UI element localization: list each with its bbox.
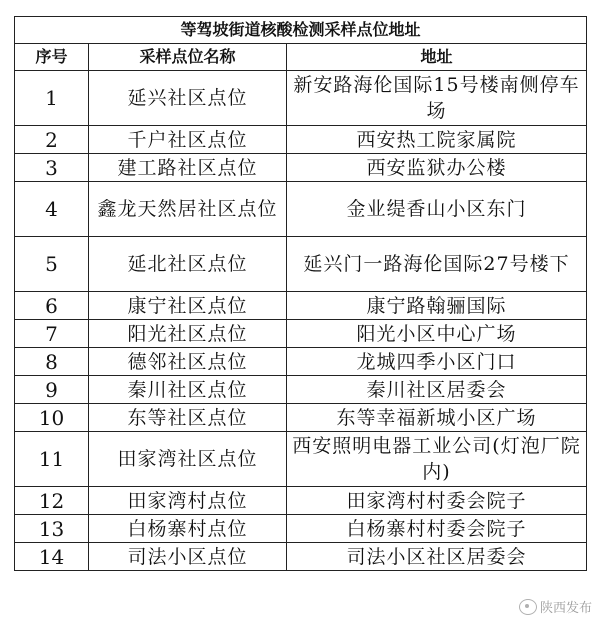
site-name: 延北社区点位	[89, 237, 287, 292]
site-name: 田家湾村点位	[89, 487, 287, 515]
row-number: 10	[15, 404, 89, 432]
site-name: 司法小区点位	[89, 543, 287, 571]
header-address: 地址	[287, 44, 587, 71]
sampling-sites-table	[14, 16, 587, 571]
site-address: 金业缇香山小区东门	[287, 182, 587, 237]
table-row	[15, 543, 587, 571]
table-row	[15, 154, 587, 182]
table-row	[15, 515, 587, 543]
table-row	[15, 404, 587, 432]
table-row	[15, 292, 587, 320]
table-row	[15, 71, 587, 126]
site-address: 西安热工院家属院	[287, 126, 587, 154]
site-address: 秦川社区居委会	[287, 376, 587, 404]
site-name: 德邻社区点位	[89, 348, 287, 376]
site-address: 康宁路翰骊国际	[287, 292, 587, 320]
table-row	[15, 487, 587, 515]
site-name: 康宁社区点位	[89, 292, 287, 320]
site-name: 秦川社区点位	[89, 376, 287, 404]
table-row	[15, 432, 587, 487]
site-name: 延兴社区点位	[89, 71, 287, 126]
row-number: 1	[15, 71, 89, 126]
row-number: 13	[15, 515, 89, 543]
row-number: 6	[15, 292, 89, 320]
table-title: 等驾坡街道核酸检测采样点位地址	[15, 17, 587, 44]
row-number: 2	[15, 126, 89, 154]
row-number: 11	[15, 432, 89, 487]
weibo-logo-icon	[519, 599, 537, 615]
site-address: 延兴门一路海伦国际27号楼下	[287, 237, 587, 292]
header-site-name: 采样点位名称	[89, 44, 287, 71]
site-address: 阳光小区中心广场	[287, 320, 587, 348]
table-row	[15, 348, 587, 376]
site-name: 阳光社区点位	[89, 320, 287, 348]
site-name: 东等社区点位	[89, 404, 287, 432]
site-address: 白杨寨村村委会院子	[287, 515, 587, 543]
row-number: 5	[15, 237, 89, 292]
site-address: 西安监狱办公楼	[287, 154, 587, 182]
table-row	[15, 376, 587, 404]
table-row	[15, 237, 587, 292]
site-name: 田家湾社区点位	[89, 432, 287, 487]
site-address: 东等幸福新城小区广场	[287, 404, 587, 432]
row-number: 7	[15, 320, 89, 348]
row-number: 9	[15, 376, 89, 404]
watermark	[519, 597, 592, 616]
site-name: 建工路社区点位	[89, 154, 287, 182]
site-name: 白杨寨村点位	[89, 515, 287, 543]
row-number: 12	[15, 487, 89, 515]
table-row	[15, 126, 587, 154]
site-address: 西安照明电器工业公司(灯泡厂院内)	[287, 432, 587, 487]
row-number: 4	[15, 182, 89, 237]
row-number: 3	[15, 154, 89, 182]
site-address: 龙城四季小区门口	[287, 348, 587, 376]
site-address: 新安路海伦国际15号楼南侧停车场	[287, 71, 587, 126]
site-address: 田家湾村村委会院子	[287, 487, 587, 515]
row-number: 8	[15, 348, 89, 376]
site-name: 千户社区点位	[89, 126, 287, 154]
header-index: 序号	[15, 44, 89, 71]
row-number: 14	[15, 543, 89, 571]
table-row	[15, 182, 587, 237]
site-name: 鑫龙天然居社区点位	[89, 182, 287, 237]
site-address: 司法小区社区居委会	[287, 543, 587, 571]
table-row	[15, 320, 587, 348]
watermark-text: 陕西发布	[539, 601, 592, 616]
